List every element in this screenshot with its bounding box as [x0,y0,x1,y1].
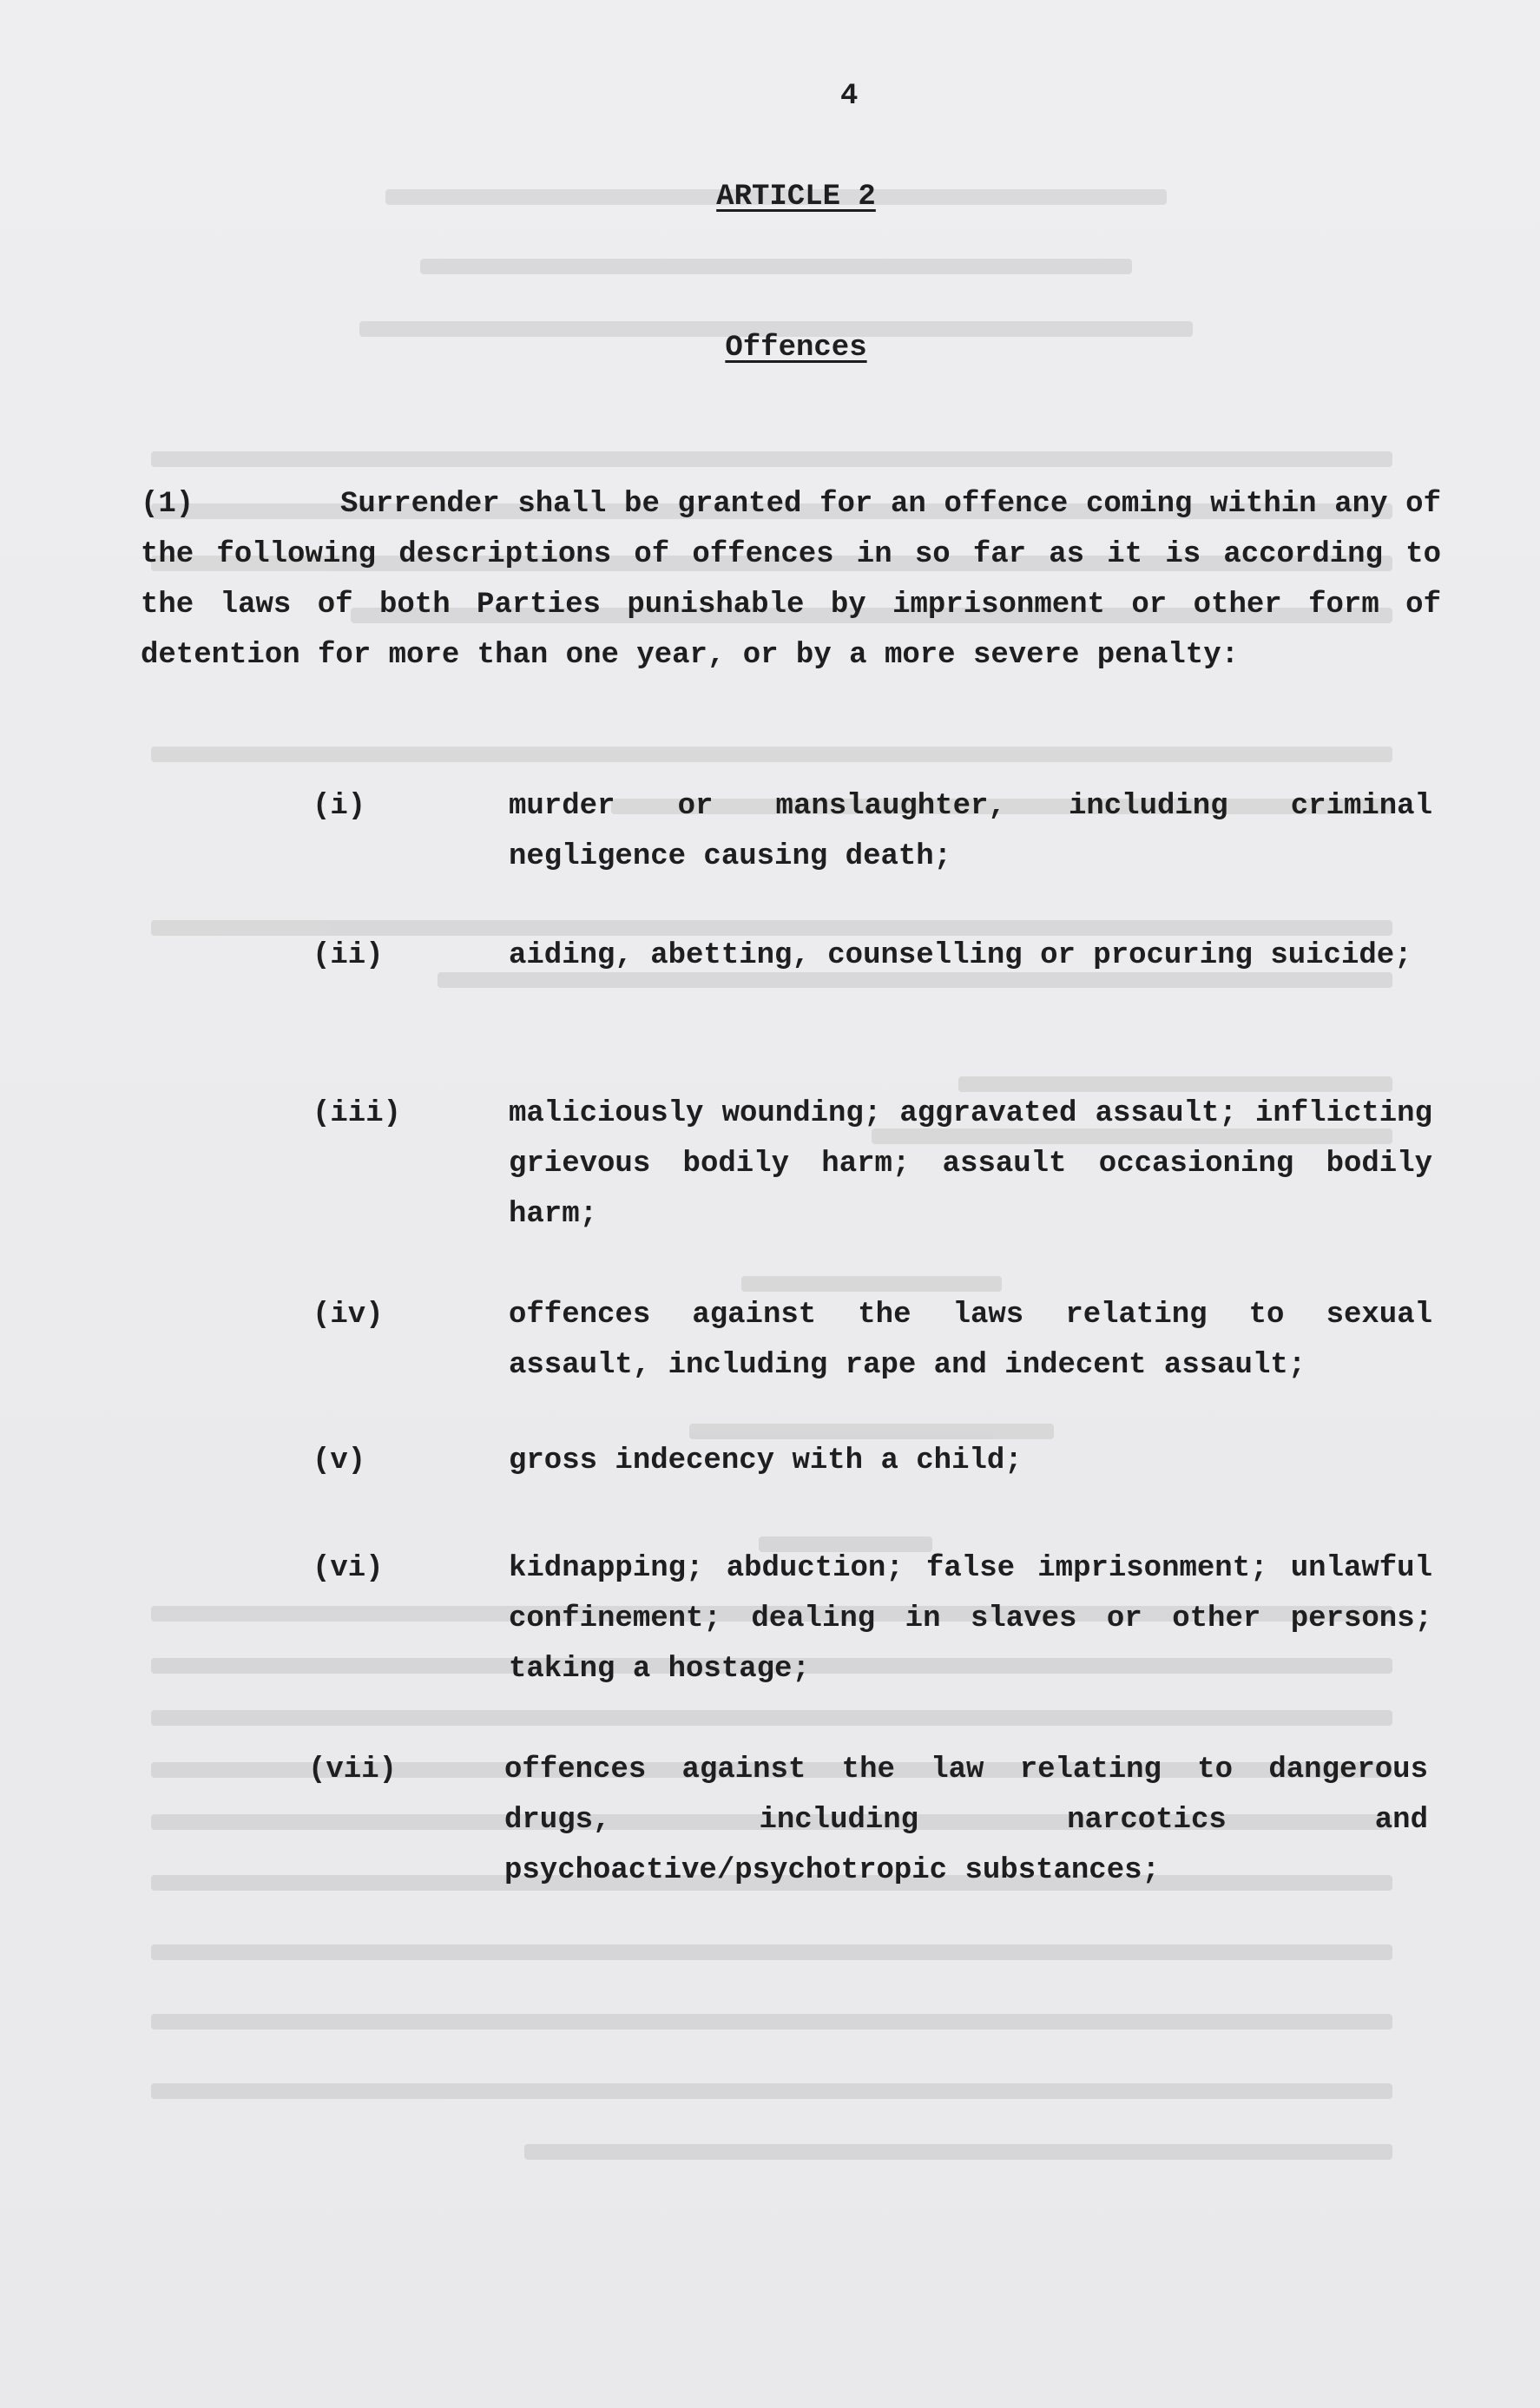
paragraph-number: (1) [141,488,194,521]
list-item-text: murder or manslaughter, including criminal negligence causing death; [509,790,1432,873]
list-item-number: (ii) [313,939,384,972]
list-item-text: offences against the laws relating to sexual assault, including rape and indecent assault; [509,1299,1432,1382]
section-heading: Offences [725,332,867,365]
page-number: 4 [840,80,859,113]
article-heading: ARTICLE 2 [716,181,876,214]
paragraph-1 [141,479,1441,681]
list-item-number: (iii) [313,1097,402,1130]
list-item-text: aiding, abetting, counselling or procuring suicide; [509,939,1412,972]
list-item-text: maliciously wounding; aggravated assault; inflicting grievous bodily harm; assault occasioning bodily harm; [509,1097,1432,1231]
list-item-number: (vii) [308,1753,398,1786]
list-item-text: kidnapping; abduction; false imprisonment; unlawful confinement; dealing in slaves or other persons; taking a hostage; [509,1552,1432,1686]
list-item-text: gross indecency with a child; [509,1444,1023,1477]
list-item-number: (v) [313,1444,366,1477]
list-item-number: (vi) [313,1552,384,1585]
paragraph-text: Surrender shall be granted for an offence coming within any of the following descriptions of offences in so far as it is according to the laws of both Parties punishable by imprisonment or other form of detention for more than one year, or by a more severe penalty: [141,488,1441,672]
list-item-number: (i) [313,790,366,823]
list-item-text: offences against the law relating to dangerous drugs, including narcotics and psychoactive/psychotropic substances; [504,1753,1428,1887]
list-item-number: (iv) [313,1299,384,1332]
